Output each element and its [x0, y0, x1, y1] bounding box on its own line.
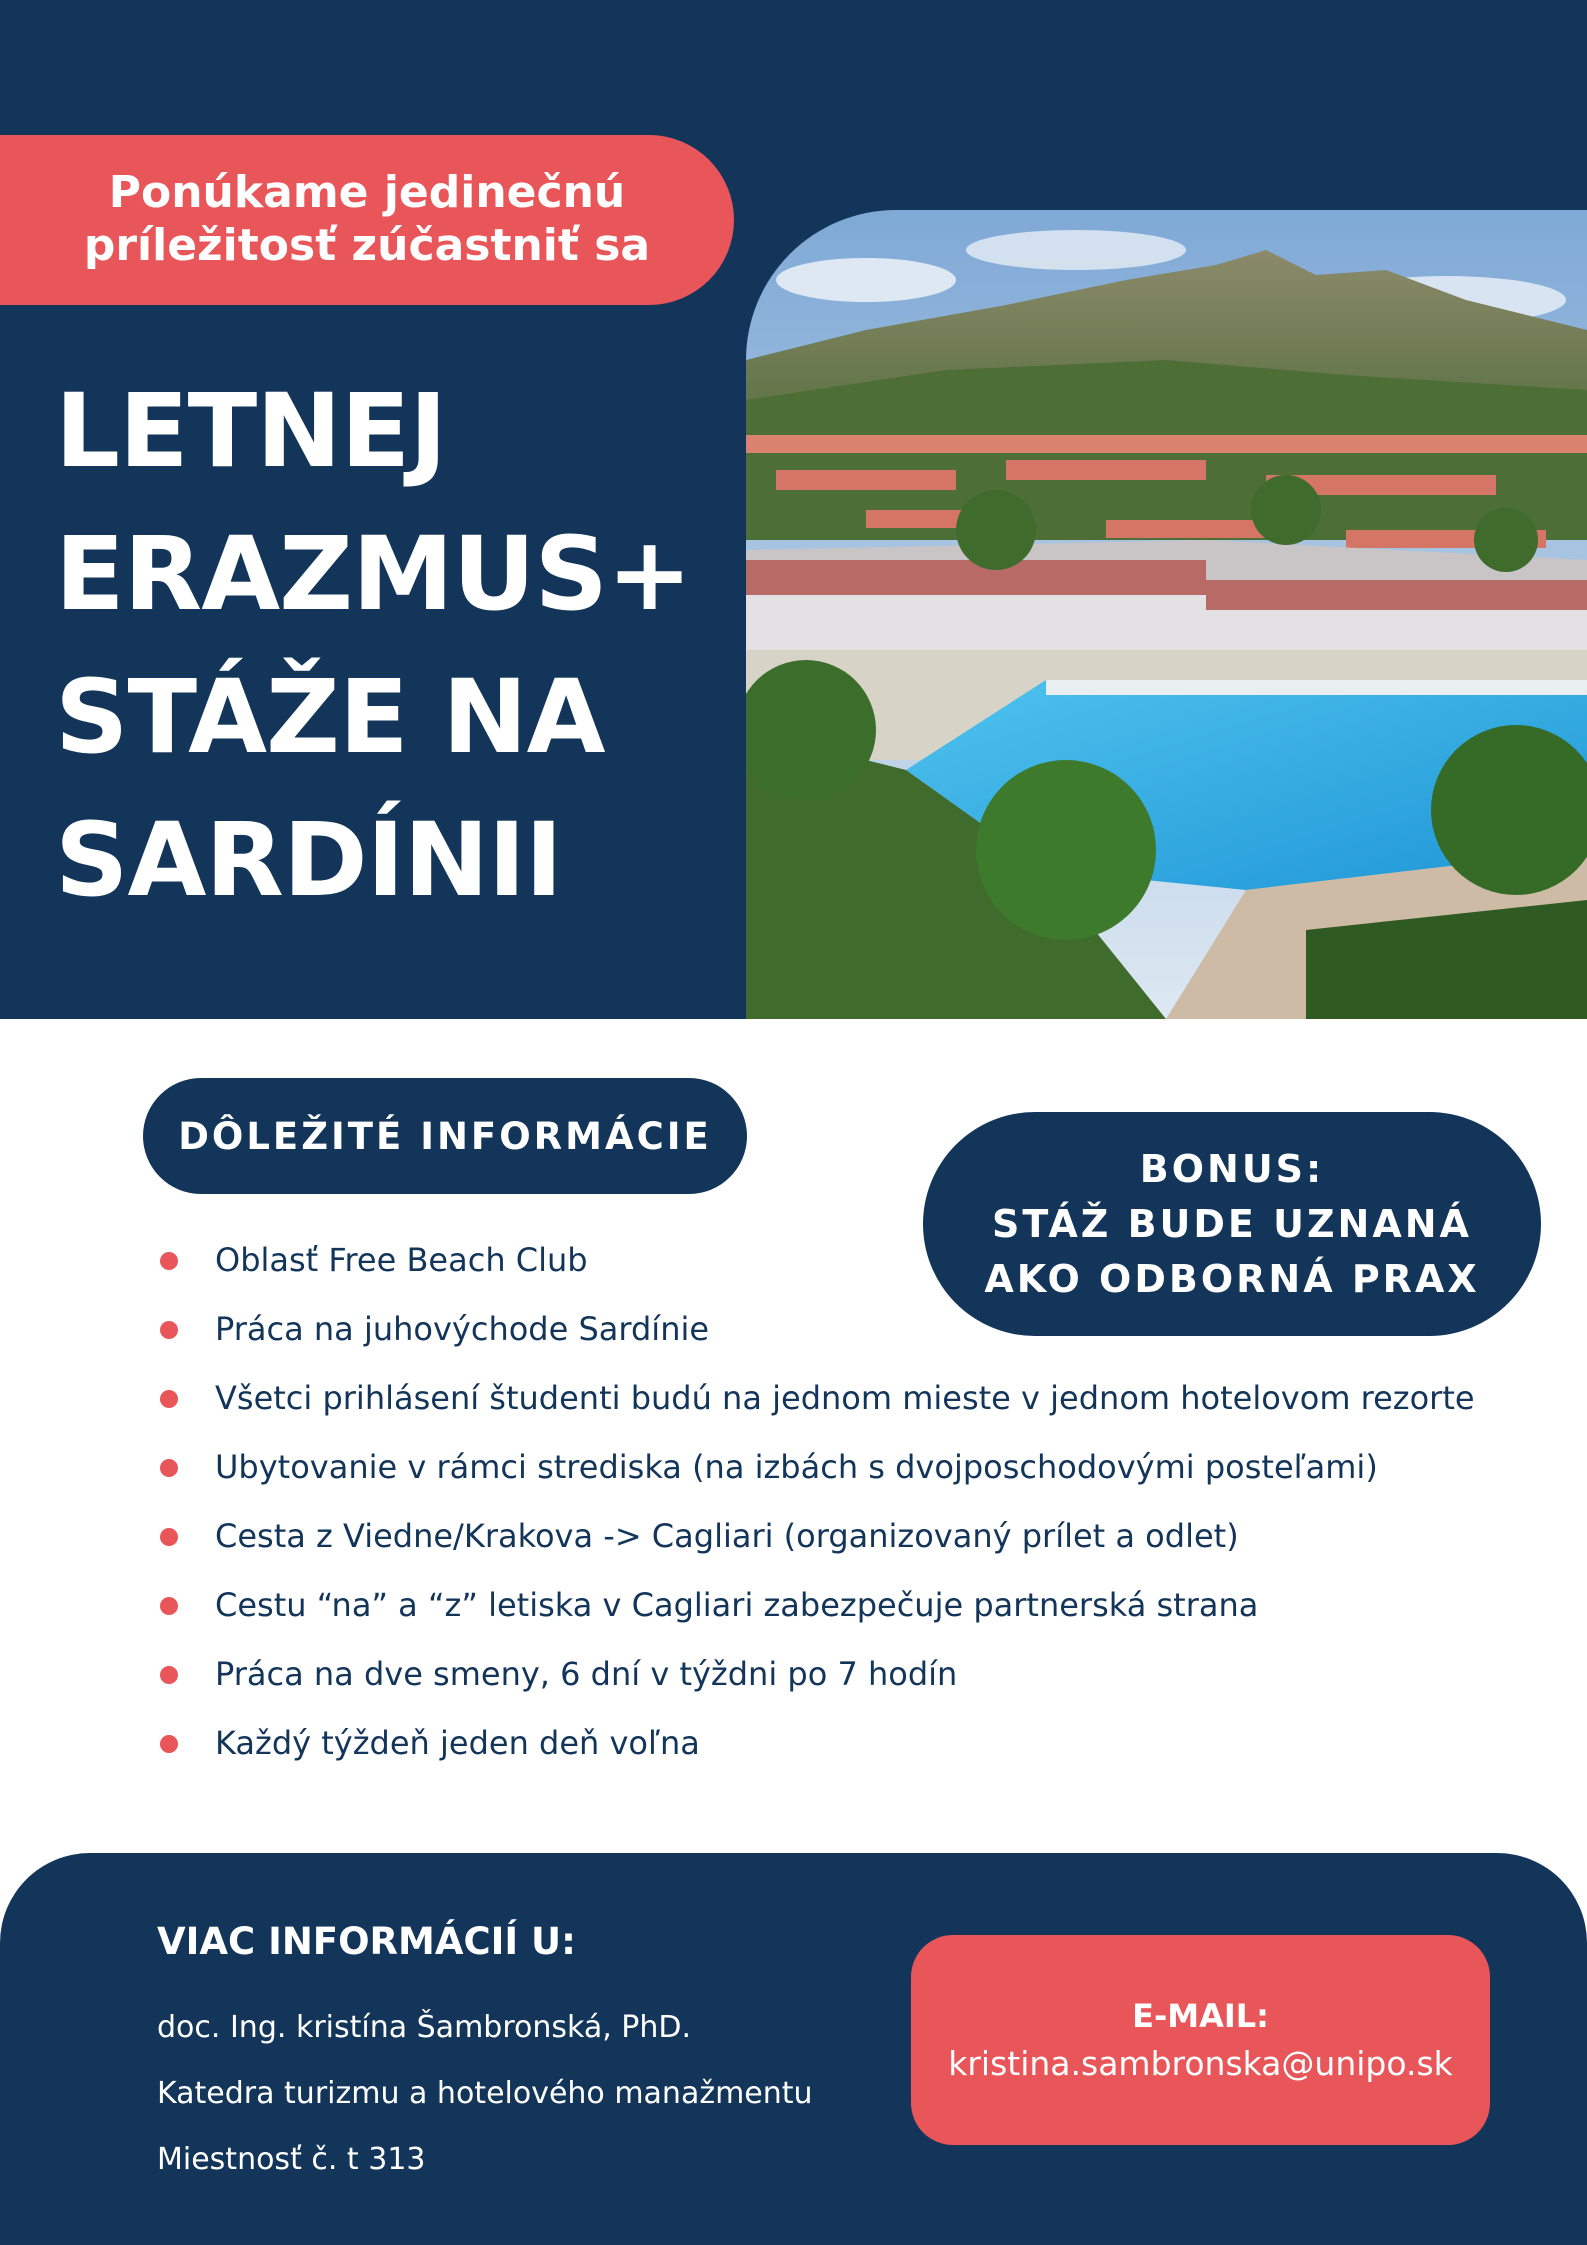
list-item [160, 1713, 1560, 1782]
bullet-dot-icon [160, 1321, 178, 1339]
list-item [160, 1575, 1560, 1644]
bullet-dot-icon [160, 1459, 178, 1477]
bullet-dot-icon [160, 1666, 178, 1684]
intro-banner [0, 135, 734, 305]
info-heading-label: DÔLEŽITÉ INFORMÁCIE [178, 1114, 712, 1158]
list-item-text: Ubytovanie v rámci strediska (na izbách s dvojposchodovými posteľami) [215, 1448, 1378, 1486]
list-item-text: Práca na dve smeny, 6 dní v týždni po 7 hodín [215, 1655, 958, 1693]
bullet-dot-icon [160, 1390, 178, 1408]
list-item-text: Oblasť Free Beach Club [215, 1241, 588, 1279]
list-item-text: Všetci prihlásení študenti budú na jednom mieste v jednom hotelovom rezorte [215, 1379, 1475, 1417]
list-item-text: Práca na juhovýchode Sardínie [215, 1310, 710, 1348]
email-label: E-MAIL: [1132, 1997, 1269, 2035]
contact-room: Miestnosť č. t 313 [157, 2142, 426, 2177]
contact-heading: VIAC INFORMÁCIÍ U: [157, 1920, 576, 1963]
title-line: STÁŽE NA [55, 658, 605, 777]
bullet-dot-icon [160, 1597, 178, 1615]
list-item [160, 1506, 1560, 1575]
bonus-line: AKO ODBORNÁ PRAX [984, 1256, 1480, 1301]
bonus-line: STÁŽ BUDE UZNANÁ [992, 1201, 1472, 1246]
info-heading [143, 1078, 747, 1194]
title-line: ERAZMUS+ [55, 515, 692, 634]
list-item-text: Každý týždeň jeden deň voľna [215, 1724, 700, 1762]
list-item [160, 1644, 1560, 1713]
list-item [160, 1437, 1560, 1506]
list-item-text: Cesta z Viedne/Krakova -> Cagliari (organizovaný prílet a odlet) [215, 1517, 1239, 1555]
contact-department: Katedra turizmu a hotelového manažmentu [157, 2076, 813, 2111]
intro-line: príležitosť zúčastniť sa [83, 220, 651, 271]
list-item [160, 1368, 1560, 1437]
intro-line: Ponúkame jedinečnú [108, 167, 626, 219]
list-item [160, 1230, 1560, 1299]
bullet-dot-icon [160, 1252, 178, 1270]
page-title [55, 360, 755, 932]
contact-name: doc. Ing. kristína Šambronská, PhD. [157, 2010, 692, 2045]
resort-photo [746, 210, 1587, 1019]
email-box [911, 1935, 1490, 2145]
bullet-dot-icon [160, 1735, 178, 1753]
bonus-line: BONUS: [1139, 1146, 1325, 1191]
list-item-text: Cestu “na” a “z” letiska v Cagliari zabezpečuje partnerská strana [215, 1586, 1259, 1624]
bullet-dot-icon [160, 1528, 178, 1546]
title-line: LETNEJ [55, 372, 447, 491]
title-line: SARDÍNII [55, 801, 562, 920]
email-link[interactable]: kristina.sambronska@unipo.sk [948, 2044, 1453, 2083]
list-item [160, 1299, 1560, 1368]
info-list [160, 1230, 1560, 1782]
